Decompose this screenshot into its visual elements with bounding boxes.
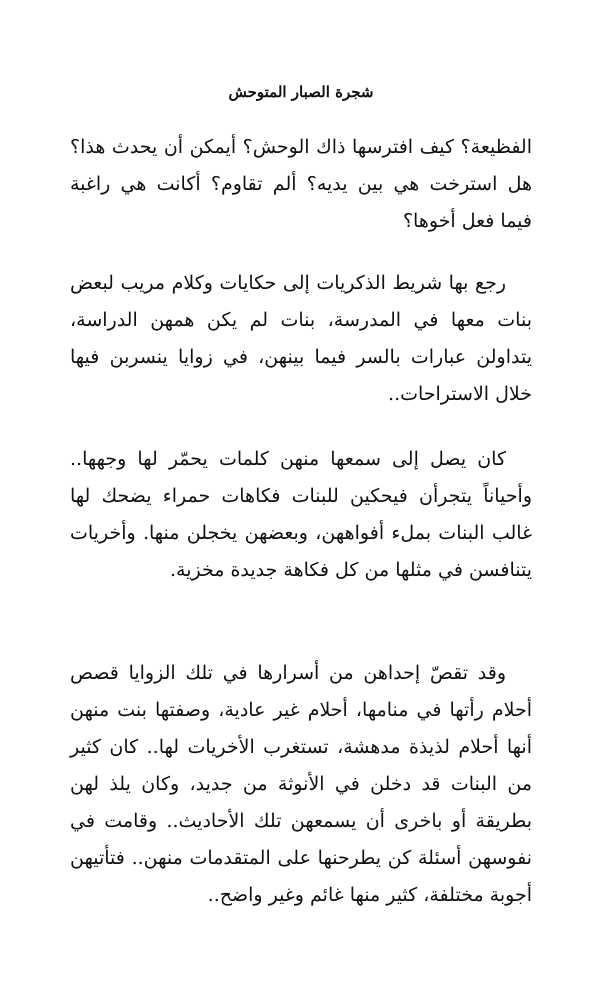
- book-page: [70, 0, 532, 1000]
- paragraph-4: وقد تقصّ إحداهن من أسرارها في تلك الزوايا قصص أحلام رأتها في منامها، أحلام غير عادية، وصفتها بنت منهن أنها أحلام لذيذة مدهشة، تستغرب الأخريات لها.. كان كثير من البنات قد دخلن في الأنوثة من جديد، وكان يلذ لهن بطريقة أو باخرى أن يسمعهن تلك الأحاديث.. وقامت في نفوسهن أسئلة كن يطرحنها على المتقدمات منهن.. فتأتيهن أجوبة مختلفة، كثير منها غائم وغير واضح..: [70, 662, 532, 906]
- paragraph-3: كان يصل إلى سمعها منهن كلمات يحمّر لها وجهها.. وأحياناً يتجرأن فيحكين للبنات فكاهات حمراء يضحك لها غالب البنات بملء أفواههن، وبعضهن يخجلن منها. وأخريات يتنافسن في مثلها من كل فكاهة جديدة مخزية.: [70, 448, 532, 581]
- page-title: شجرة الصبار المتوحش: [228, 83, 374, 101]
- paragraph-2: رجع بها شريط الذكريات إلى حكايات وكلام مريب لبعض بنات معها في المدرسة، بنات لم يكن همهن الدراسة، يتداولن عبارات بالسر فيما بينهن، في زوايا ينسربن فيها خلال الاستراحات..: [70, 272, 532, 405]
- paragraph-1: الفظيعة؟ كيف افترسها ذاك الوحش؟ أيمكن أن يحدث هذا؟ هل استرخت هي بين يديه؟ ألم تقاوم؟ أكانت هي راغبة فيما فعل أخوها؟: [70, 136, 532, 232]
